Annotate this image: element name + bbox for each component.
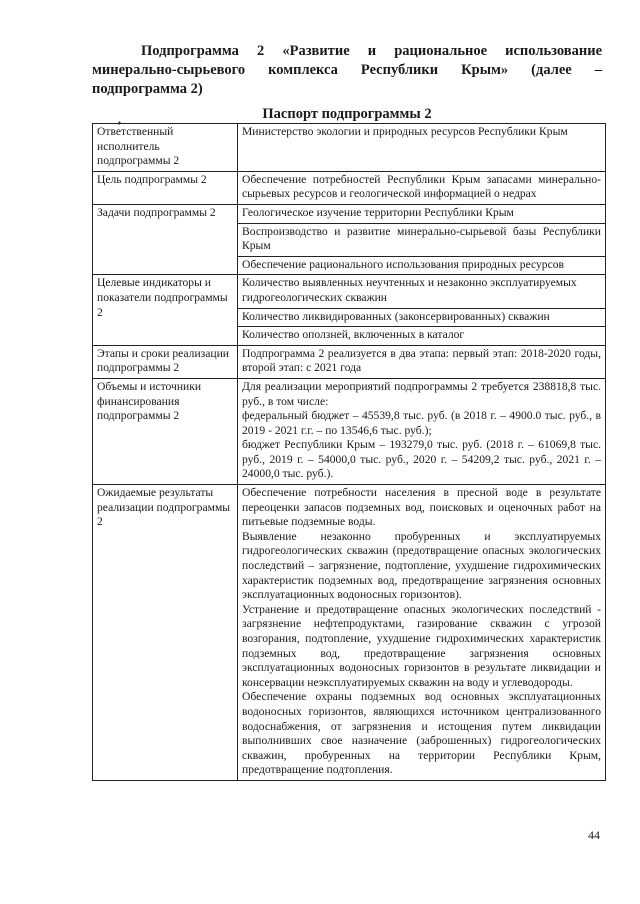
heading-line-3: подпрограмма 2)	[92, 81, 203, 97]
table-row	[93, 275, 606, 308]
table-row	[93, 124, 606, 172]
page-number: 44	[588, 828, 600, 842]
row-label-tasks: Задачи подпрограммы 2	[93, 204, 238, 274]
indicator-item: Количество выявленных неучтенных и незаконно эксплуатируемых гидрогеологических скважин	[238, 275, 606, 308]
row-label-goal: Цель подпрограммы 2	[93, 171, 238, 204]
subprogram-heading	[92, 42, 602, 99]
row-value-responsible: Министерство экологии и природных ресурсов Республики Крым	[238, 124, 606, 172]
funding-federal: федеральный бюджет – 45539,8 тыс. руб. (в 2018 г. – 4900.0 тыс. руб., в 2019 - 2021 г.г. – по 13546,6 тыс. руб.);	[242, 409, 601, 437]
table-row	[93, 345, 606, 378]
table-row	[93, 204, 606, 223]
scan-mark: ,	[118, 112, 121, 126]
row-value-funding	[238, 378, 606, 484]
heading-line-1: Подпрограмма 2 «Развитие и рациональное использование	[141, 43, 602, 59]
task-item: Геологическое изучение территории Республики Крым	[238, 204, 606, 223]
row-value-stages: Подпрограмма 2 реализуется в два этапа: первый этап: 2018-2020 годы, второй этап: с 2021 года	[238, 345, 606, 378]
result-paragraph: Выявление незаконно пробуренных и эксплуатируемых гидрогеологических скважин (предотвращение опасных экологических последствий – загрязнение, подтопление, ухудшение гидрохимических характеристик подземных вод, предотвращение загрязнения основных эксплуатационных водоносных горизонтов).	[242, 529, 601, 602]
funding-regional: бюджет Республики Крым – 193279,0 тыс. руб. (2018 г. – 61069,8 тыс. руб., 2019 г. – 54000,0 тыс. руб., 2020 г. – 54209,2 тыс. руб., 2021 г. – 24000,0 тыс. руб.).	[242, 438, 601, 481]
task-item: Обеспечение рационального использования природных ресурсов	[238, 256, 606, 275]
row-label-responsible: Ответственный исполнитель подпрограммы 2	[93, 124, 238, 172]
funding-total: Для реализации мероприятий подпрограммы 2 требуется 238818,8 тыс. руб., в том числе:	[242, 379, 601, 408]
result-paragraph: Обеспечение охраны подземных вод основных эксплуатационных водоносных горизонтов, являющихся источником централизованного водоснабжения, от загрязнения и истощения путем ликвидации выполнивших свое назначение (заброшенных) гидрогеологических скважин, пробуренных на территории Республики Крым, предотвращение подтопления.	[242, 690, 601, 777]
row-label-stages: Этапы и сроки реализации подпрограммы 2	[93, 345, 238, 378]
row-label-results: Ожидаемые результаты реализации подпрограммы 2	[93, 485, 238, 781]
result-paragraph: Обеспечение потребности населения в пресной воде в результате переоценки запасов подземных вод, поисковых и оценочных работ на питьевые подземные воды.	[242, 486, 601, 529]
row-value-goal: Обеспечение потребностей Республики Крым запасами минерально-сырьевых ресурсов и геологической информацией о недрах	[238, 171, 606, 204]
indicator-item: Количество оползней, включенных в каталог	[238, 327, 606, 346]
passport-title: Паспорт подпрограммы 2	[262, 106, 432, 122]
row-label-funding: Объемы и источники финансирования подпрограммы 2	[93, 378, 238, 484]
table-row	[93, 378, 606, 484]
task-item: Воспроизводство и развитие минерально-сырьевой базы Республики Крым	[238, 223, 606, 256]
row-value-results	[238, 485, 606, 781]
heading-line-2: минерально-сырьевого комплекса Республики Крым» (далее –	[92, 62, 602, 78]
table-row	[93, 485, 606, 781]
passport-table	[92, 123, 606, 781]
indicator-item: Количество ликвидированных (законсервированных) скважин	[238, 308, 606, 327]
row-label-indicators: Целевые индикаторы и показатели подпрограммы 2	[93, 275, 238, 345]
table-row	[93, 171, 606, 204]
result-paragraph: Устранение и предотвращение опасных экологических последствий - загрязнение нефтепродуктами, газирование скважин с угрозой возгорания, подтопление, ухудшение гидрохимических характеристик подземных вод, предотвращение загрязнения основных эксплуатационных водоносных горизонтов в результате ликвидации и консервации неэксплуатируемых скважин на воду и углеводороды.	[242, 602, 601, 689]
